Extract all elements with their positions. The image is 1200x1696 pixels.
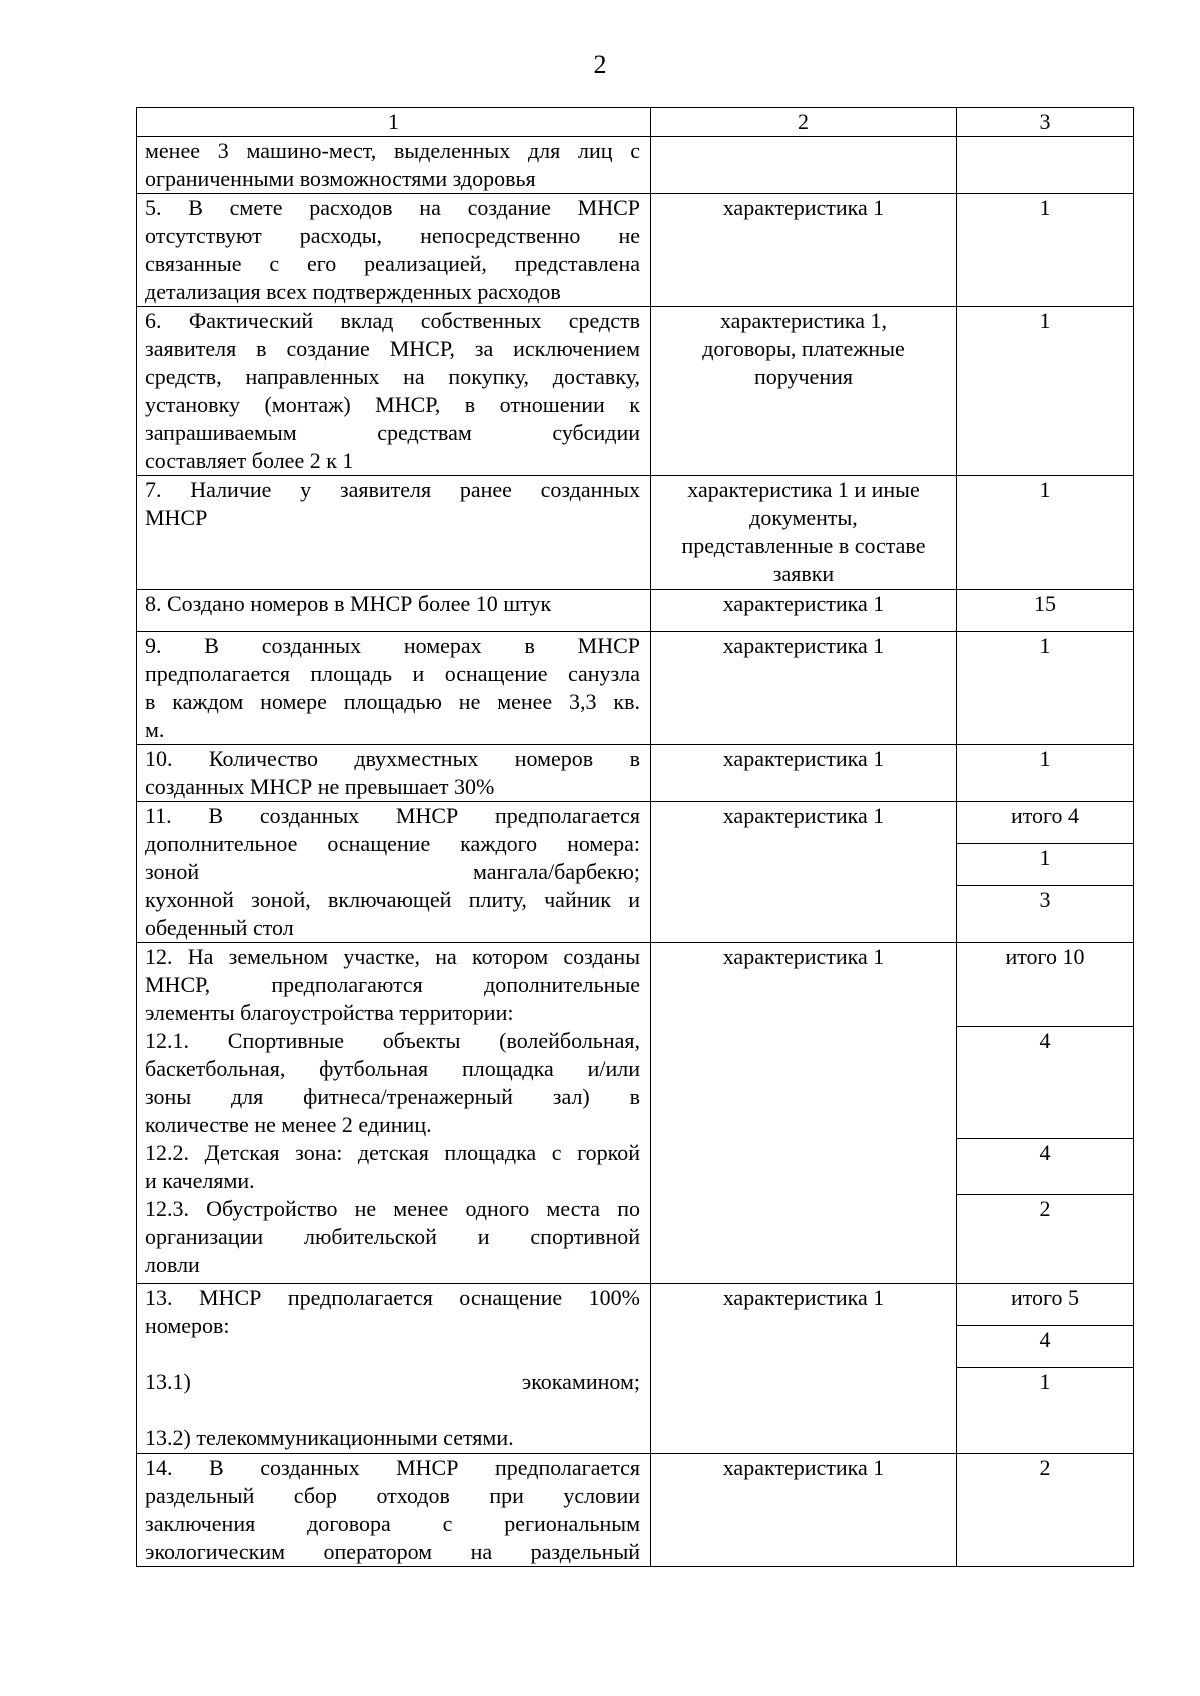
header-col-2: 2 — [651, 108, 957, 137]
criterion-cell — [137, 802, 651, 943]
criterion-cell — [137, 1284, 651, 1454]
cell-line: 9. В созданных номерах в МНСР — [145, 633, 640, 658]
criterion-paragraph — [145, 1139, 640, 1195]
cell-line: составляет более 2 к 1 — [145, 448, 354, 473]
criterion-cell — [137, 137, 651, 194]
cell-line: баскетбольная, футбольная площадка и/или — [145, 1056, 640, 1081]
score-cell — [957, 632, 1134, 745]
document-cell: характеристика 1 — [651, 802, 957, 943]
cell-line: зоной мангала/барбекю; — [145, 859, 640, 884]
score-subcell: 2 — [1039, 1196, 1051, 1221]
table-row — [137, 745, 1134, 802]
cell-line: 12. На земельном участке, на котором созданы — [145, 944, 640, 969]
cell-line: количестве не менее 2 единиц. — [145, 1112, 432, 1137]
cell-line: 13.1) экокамином; — [145, 1369, 640, 1394]
score-cell — [957, 476, 1134, 590]
cell-line: связанные с его реализацией, представлена — [145, 251, 640, 276]
cell-line: экологическим оператором на раздельный — [145, 1539, 640, 1564]
cell-line: обеденный стол — [145, 915, 294, 940]
criterion-paragraph — [145, 943, 640, 1027]
score-cell — [957, 802, 1134, 943]
table-row — [137, 476, 1134, 590]
document-cell: характеристика 1 — [651, 1284, 957, 1454]
score-subcell: итого 4 — [957, 802, 1133, 844]
cell-line: менее 3 машино-мест, выделенных для лиц с — [145, 138, 640, 163]
cell-line: характеристика 1 — [722, 195, 885, 220]
cell-line: средств, направленных на покупку, доставку, — [145, 364, 640, 389]
table-row — [137, 1284, 1134, 1454]
cell-line — [145, 1340, 640, 1368]
cell-line: 1 — [1039, 633, 1051, 658]
cell-line: заявки — [772, 561, 835, 586]
cell-line: 13. МНСР предполагается оснащение 100% — [145, 1285, 640, 1310]
header-col-1: 1 — [137, 108, 651, 137]
criterion-cell — [137, 745, 651, 802]
page-number: 2 — [593, 50, 607, 79]
header-col-3: 3 — [957, 108, 1134, 137]
cell-line: элементы благоустройства территории: — [145, 1000, 514, 1025]
cell-line: раздельный сбор отходов при условии — [145, 1483, 640, 1508]
cell-line: ловли — [145, 1252, 200, 1277]
cell-line: характеристика 1 — [722, 633, 885, 658]
table-row — [137, 137, 1134, 194]
cell-line: детализация всех подтвержденных расходов — [145, 279, 561, 304]
cell-line: характеристика 1, — [719, 308, 888, 333]
score-subcell: 1 — [1039, 1369, 1051, 1394]
cell-line: 14. В созданных МНСР предполагается — [145, 1455, 640, 1480]
cell-line: 12.3. Обустройство не менее одного места по — [145, 1196, 640, 1221]
cell-line: установку (монтаж) МНСР, в отношении к — [145, 392, 640, 417]
criterion-cell — [137, 1454, 651, 1567]
cell-line: заключения договора с региональным — [145, 1511, 640, 1536]
table-header-row — [137, 108, 1134, 137]
score-subcell: 4 — [957, 1326, 1133, 1368]
cell-line: 13.2) телекоммуникационными сетями. — [145, 1425, 514, 1450]
score-cell — [957, 137, 1134, 194]
document-cell — [651, 194, 957, 307]
document-cell — [651, 307, 957, 476]
cell-line: кухонной зоной, включающей плиту, чайник и — [145, 887, 640, 912]
criterion-cell — [137, 590, 651, 632]
cell-line: ограниченными возможностями здоровья — [145, 166, 536, 191]
cell-line: созданных МНСР не превышает 30% — [145, 774, 495, 799]
cell-line: характеристика 1 — [722, 746, 885, 771]
cell-line: 6. Фактический вклад собственных средств — [145, 308, 640, 333]
score-cell — [957, 194, 1134, 307]
cell-line: в каждом номере площадью не менее 3,3 кв. — [145, 689, 640, 714]
cell-line: характеристика 1 — [722, 591, 885, 616]
cell-line: 1 — [1039, 477, 1051, 502]
document-cell: характеристика 1 — [651, 943, 957, 1284]
cell-line: 15 — [1034, 591, 1056, 616]
score-cell — [957, 943, 1134, 1284]
table-row — [137, 1454, 1134, 1567]
cell-line: организации любительской и спортивной — [145, 1224, 640, 1249]
criterion-cell — [137, 476, 651, 590]
criterion-cell — [137, 307, 651, 476]
cell-line: зоны для фитнеса/тренажерный зал) в — [145, 1084, 640, 1109]
table-row — [137, 632, 1134, 745]
cell-line: отсутствуют расходы, непосредственно не — [145, 223, 640, 248]
cell-line — [145, 1396, 640, 1424]
document-cell — [651, 137, 957, 194]
score-subcell: 3 — [1039, 887, 1051, 912]
cell-line: предполагается площадь и оснащение санузла — [145, 661, 640, 686]
cell-line: 1 — [1039, 308, 1051, 333]
cell-line: МНСР — [145, 505, 208, 530]
document-cell — [651, 745, 957, 802]
document-cell: характеристика 1 — [651, 1454, 957, 1567]
table-row — [137, 307, 1134, 476]
cell-line: документы, — [749, 505, 858, 530]
table-row — [137, 194, 1134, 307]
cell-line: 10. Количество двухместных номеров в — [145, 746, 640, 771]
score-subcell: итого 5 — [957, 1284, 1133, 1326]
score-cell — [957, 307, 1134, 476]
cell-line: м. — [145, 717, 165, 742]
cell-line: дополнительное оснащение каждого номера: — [145, 831, 640, 856]
document-cell — [651, 590, 957, 632]
cell-line: характеристика 1 и иные — [687, 477, 920, 502]
cell-line: 5. В смете расходов на создание МНСР — [145, 195, 640, 220]
cell-line: 11. В созданных МНСР предполагается — [145, 803, 640, 828]
criteria-table — [136, 107, 1134, 1567]
criterion-paragraph — [145, 1195, 640, 1279]
score-cell — [957, 590, 1134, 632]
cell-line: 12.2. Детская зона: детская площадка с горкой — [145, 1140, 640, 1165]
cell-line: 7. Наличие у заявителя ранее созданных — [145, 477, 640, 502]
criterion-cell — [137, 632, 651, 745]
score-cell: 2 — [957, 1454, 1134, 1567]
cell-line: договоры, платежные — [702, 336, 905, 361]
cell-line: номеров: — [145, 1313, 230, 1338]
cell-line: заявителя в создание МНСР, за исключением — [145, 336, 640, 361]
score-subcell: итого 10 — [957, 943, 1133, 1027]
document-cell — [651, 476, 957, 590]
score-subcell: 4 — [957, 1139, 1133, 1195]
score-cell — [957, 1284, 1134, 1454]
table-row — [137, 802, 1134, 943]
cell-line: 1 — [1039, 746, 1051, 771]
score-subcell: 4 — [957, 1027, 1133, 1139]
cell-line: поручения — [754, 364, 853, 389]
cell-line: и качелями. — [145, 1168, 255, 1193]
criterion-cell — [137, 943, 651, 1284]
table-row — [137, 590, 1134, 632]
cell-line: МНСР, предполагаются дополнительные — [145, 972, 640, 997]
cell-line: представленные в составе — [681, 533, 926, 558]
cell-line: 12.1. Спортивные объекты (волейбольная, — [145, 1028, 640, 1053]
cell-line: 1 — [1039, 195, 1051, 220]
cell-line: запрашиваемым средствам субсидии — [145, 420, 640, 445]
cell-line: 8. Создано номеров в МНСР более 10 штук — [145, 591, 552, 616]
score-cell — [957, 745, 1134, 802]
criterion-paragraph — [145, 1027, 640, 1139]
document-cell — [651, 632, 957, 745]
criterion-cell — [137, 194, 651, 307]
table-row — [137, 943, 1134, 1284]
score-subcell: 1 — [957, 844, 1133, 886]
